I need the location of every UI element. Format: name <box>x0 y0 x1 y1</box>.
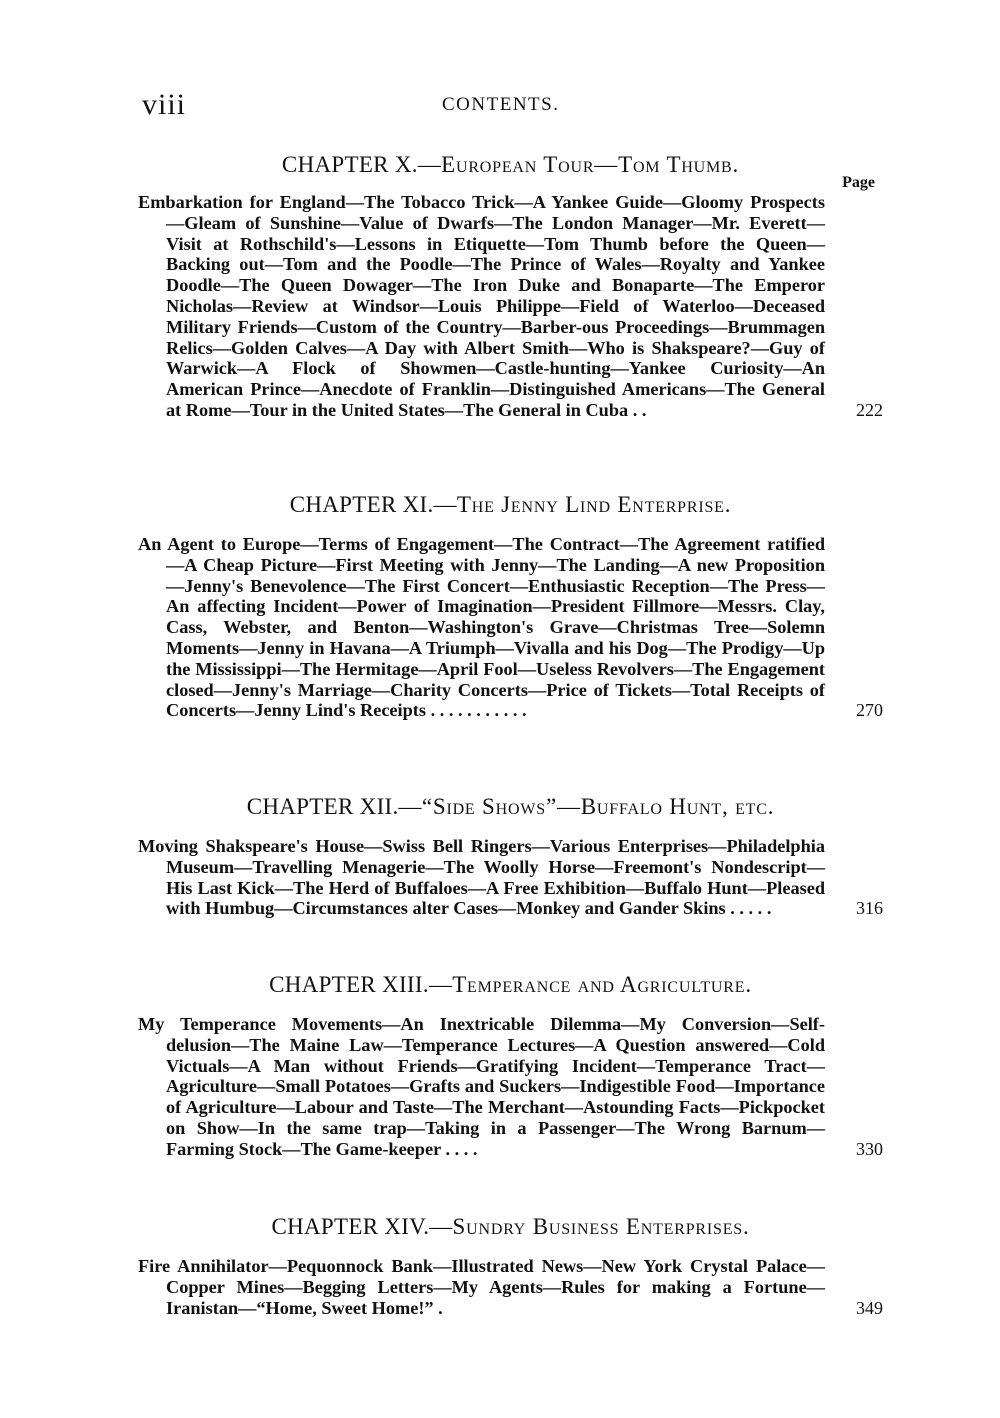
chapter-summary <box>138 1014 883 1160</box>
chapter-heading <box>138 490 883 520</box>
page-reference: 330 <box>856 1138 883 1159</box>
chapter-summary <box>138 534 883 721</box>
chapter-summary <box>138 836 883 919</box>
chapter-number: CHAPTER XI.— <box>289 492 457 517</box>
chapter-xi <box>138 490 883 721</box>
chapter-subject: European Tour—Tom Thumb. <box>441 152 740 177</box>
summary-text: Fire Annihilator—Pequonnock Bank—Illustrated News—New York Crystal Palace—Copper Mines—Begging Letters—My Agents—Rules for making a Fortune—Iranistan—“Home, Sweet Home!” <box>138 1256 825 1318</box>
dot-leader: . . . . . <box>725 898 772 919</box>
chapter-summary <box>138 1256 883 1318</box>
page-column-label: Page <box>842 174 875 191</box>
chapter-heading <box>138 970 883 1000</box>
chapter-number: CHAPTER XIV.— <box>271 1214 453 1239</box>
page-reference: 222 <box>856 399 883 420</box>
page-reference: 349 <box>856 1297 883 1318</box>
chapter-x <box>138 150 883 421</box>
chapter-subject: Temperance and Agriculture. <box>452 972 752 997</box>
chapter-heading <box>138 792 883 822</box>
chapter-number: CHAPTER X.— <box>281 152 442 177</box>
chapter-heading <box>138 1212 883 1242</box>
summary-text: My Temperance Movements—An Inextricable Dilemma—My Conversion—Self-delusion—The Maine Law—Temperance Lectures—A Question answered—Cold Victuals—A Man without Friends—Gratifying Incident—Temperance Tract—Agriculture—Small Potatoes—Grafts and Suckers—Indigestible Food—Importance of Agriculture—Labour and Taste—The Merchant—Astounding Facts—Pickpocket on Show—In the same trap—Taking in a Passenger—The Wrong Barnum—Farming Stock—The Game-keeper <box>138 1014 825 1159</box>
chapter-xiii <box>138 970 883 1160</box>
chapter-xii <box>138 792 883 919</box>
chapter-number: CHAPTER XIII.— <box>269 972 453 997</box>
dot-leader: . . . . . . . . . . . <box>426 700 527 721</box>
chapter-subject: Sundry Business Enterprises. <box>452 1214 750 1239</box>
dot-leader: . . . . <box>440 1138 478 1159</box>
chapter-heading <box>138 150 883 180</box>
page-reference: 270 <box>856 700 883 721</box>
summary-text: An Agent to Europe—Terms of Engagement—The Contract—The Agreement ratified—A Cheap Picture—First Meeting with Jenny—The Landing—A new Proposition—Jenny's Benevolence—The First Concert—Enthusiastic Reception—The Press—An affecting Incident—Power of Imagination—President Fillmore—Messrs. Clay, Cass, Webster, and Benton—Washington's Grave—Christmas Tree—Solemn Moments—Jenny in Havana—A Triumph—Vivalla and his Dog—The Prodigy—Up the Mississippi—The Hermitage—April Fool—Useless Revolvers—The Engagement closed—Jenny's Marriage—Charity Concerts—Price of Tickets—Total Receipts of Concerts—Jenny Lind's Receipts <box>138 534 825 721</box>
dot-leader: . . <box>628 399 647 420</box>
chapter-subject: “Side Shows”—Buffalo Hunt, etc. <box>421 794 775 819</box>
running-title: CONTENTS. <box>442 94 560 115</box>
page-number: viii <box>142 88 187 121</box>
chapter-number: CHAPTER XII.— <box>246 794 422 819</box>
chapter-xiv <box>138 1212 883 1318</box>
chapter-subject: The Jenny Lind Enterprise. <box>456 492 732 517</box>
summary-text: Moving Shakspeare's House—Swiss Bell Ringers—Various Enterprises—Philadelphia Museum—Travelling Menagerie—The Woolly Horse—Freemont's Nondescript—His Last Kick—The Herd of Buffaloes—A Free Exhibition—Buffalo Hunt—Pleased with Humbug—Circumstances alter Cases—Monkey and Gander Skins <box>138 836 825 919</box>
chapter-summary <box>138 192 883 421</box>
summary-text: Embarkation for England—The Tobacco Trick—A Yankee Guide—Gloomy Prospects—Gleam of Sunshine—Value of Dwarfs—The London Manager—Mr. Everett—Visit at Rothschild's—Lessons in Etiquette—Tom Thumb before the Queen—Backing out—Tom and the Poodle—The Prince of Wales—Royalty and Yankee Doodle—The Queen Dowager—The Iron Duke and Bonaparte—The Emperor Nicholas—Review at Windsor—Louis Philippe—Field of Waterloo—Deceased Military Friends—Custom of the Country—Barber-ous Proceedings—Brummagen Relics—Golden Calves—A Day with Albert Smith—Who is Shakspeare?—Guy of Warwick—A Flock of Showmen—Castle-hunting—Yankee Curiosity—An American Prince—Anecdote of Franklin—Distinguished Americans—The General at Rome—Tour in the United States—The General in Cuba <box>138 192 825 420</box>
running-head <box>142 88 872 124</box>
page-reference: 316 <box>856 898 883 919</box>
dot-leader: . <box>433 1297 443 1318</box>
